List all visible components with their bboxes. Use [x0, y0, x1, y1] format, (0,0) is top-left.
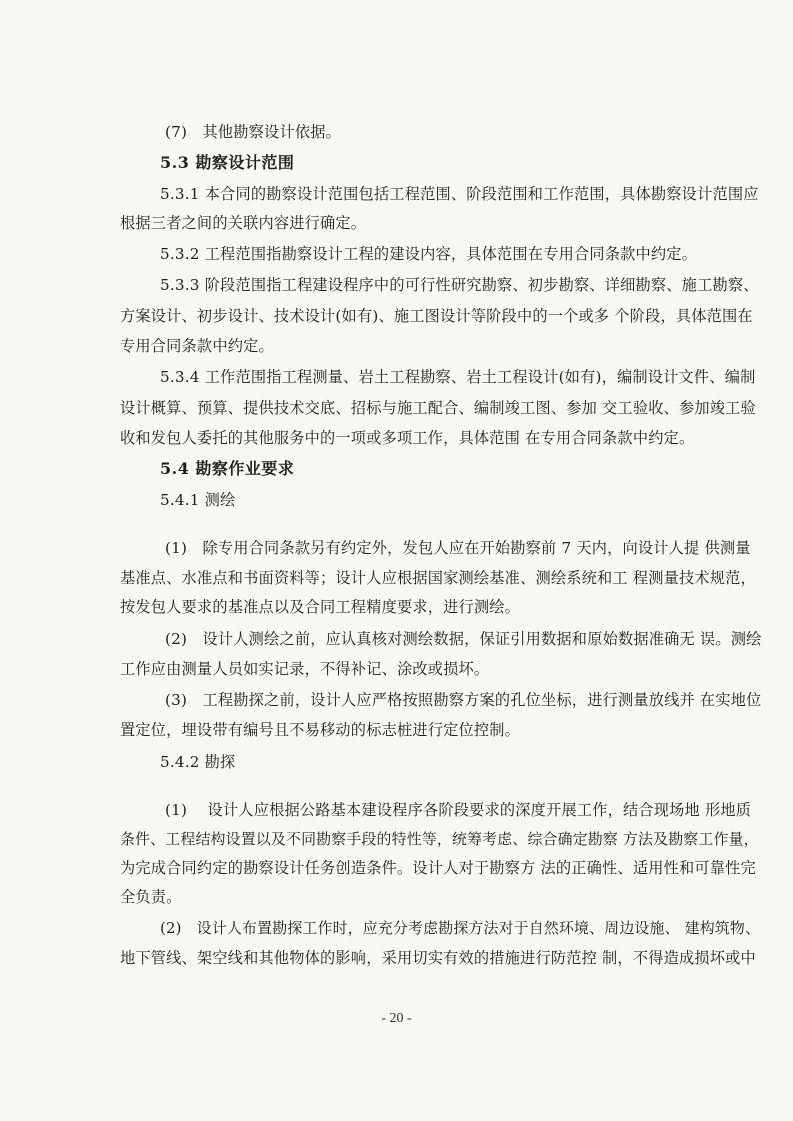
line-26: (2) 设计人布置勘探工作时，应充分考虑勘探方法对于自然环境、周边设施、 建构筑物、 — [160, 919, 761, 937]
line-16: 按发包人要求的基准点以及合同工程精度要求，进行测绘。 — [120, 598, 521, 616]
line-11: 收和发包人委托的其他服务中的一项或多项工作，具体范围 在专用合同条款中约定。 — [120, 429, 695, 447]
line-15: 基准点、水准点和书面资料等；设计人应根据国家测绘基准、测绘系统和工 程测量技术规范， — [120, 569, 756, 587]
line-05: 5.3.2 工程范围指勘察设计工程的建设内容，具体范围在专用合同条款中约定。 — [160, 245, 698, 263]
subheading-5-4-2: 5.4.2 勘探 — [160, 753, 236, 771]
line-18: 工作应由测量人员如实记录，不得补记、涂改或损坏。 — [120, 660, 490, 678]
line-03: 5.3.1 本合同的勘察设计范围包括工程范围、阶段范围和工作范围，具体勘察设计范围应 — [160, 185, 759, 203]
line-08: 专用合同条款中约定。 — [120, 337, 274, 355]
line-22: (1) 设计人应根据公路基本建设程序各阶段要求的深度开展工作，结合现场地 形地质 — [165, 801, 752, 819]
line-19: (3) 工程勘探之前，设计人应严格按照勘察方案的孔位坐标，进行测量放线并 在实地位 — [165, 691, 762, 709]
line-25: 全负责。 — [120, 888, 182, 906]
line-14: (1) 除专用合同条款另有约定外，发包人应在开始勘察前 7 天内，向设计人提 供测量 — [165, 539, 751, 557]
line-04: 根据三者之间的关联内容进行确定。 — [120, 214, 367, 232]
line-23: 条件、工程结构设置以及不同勘察手段的特性等，统筹考虑、综合确定勘察 方法及勘察工作量， — [120, 830, 759, 848]
line-27: 地下管线、架空线和其他物体的影响，采用切实有效的措施进行防范控 制，不得造成损坏或中 — [120, 949, 756, 967]
line-01: (7) 其他勘察设计依据。 — [165, 123, 341, 141]
section-heading-5-4: 5.4 勘察作业要求 — [160, 459, 295, 478]
line-17: (2) 设计人测绘之前，应认真核对测绘数据，保证引用数据和原始数据准确无 误。测绘 — [165, 630, 762, 648]
section-heading-5-3: 5.3 勘察设计范围 — [160, 153, 295, 172]
line-06: 5.3.3 阶段范围指工程建设程序中的可行性研究勘察、初步勘察、详细勘察、施工勘察、 — [160, 276, 759, 294]
line-20: 置定位，埋设带有编号且不易移动的标志桩进行定位控制。 — [120, 721, 521, 739]
line-24: 为完成合同约定的勘察设计任务创造条件。设计人对于勘察方 法的正确性、适用性和可靠性完 — [120, 859, 756, 877]
line-07: 方案设计、初步设计、技术设计(如有)、施工图设计等阶段中的一个或多 个阶段，具体范围在 — [120, 307, 753, 325]
line-10: 设计概算、预算、提供技术交底、招标与施工配合、编制竣工图、参加 交工验收、参加竣工验 — [120, 399, 756, 417]
line-09: 5.3.4 工作范围指工程测量、岩土工程勘察、岩土工程设计(如有)，编制设计文件、编制 — [160, 368, 756, 386]
subheading-5-4-1: 5.4.1 测绘 — [160, 491, 236, 509]
page-number: - 20 - — [381, 1011, 412, 1026]
